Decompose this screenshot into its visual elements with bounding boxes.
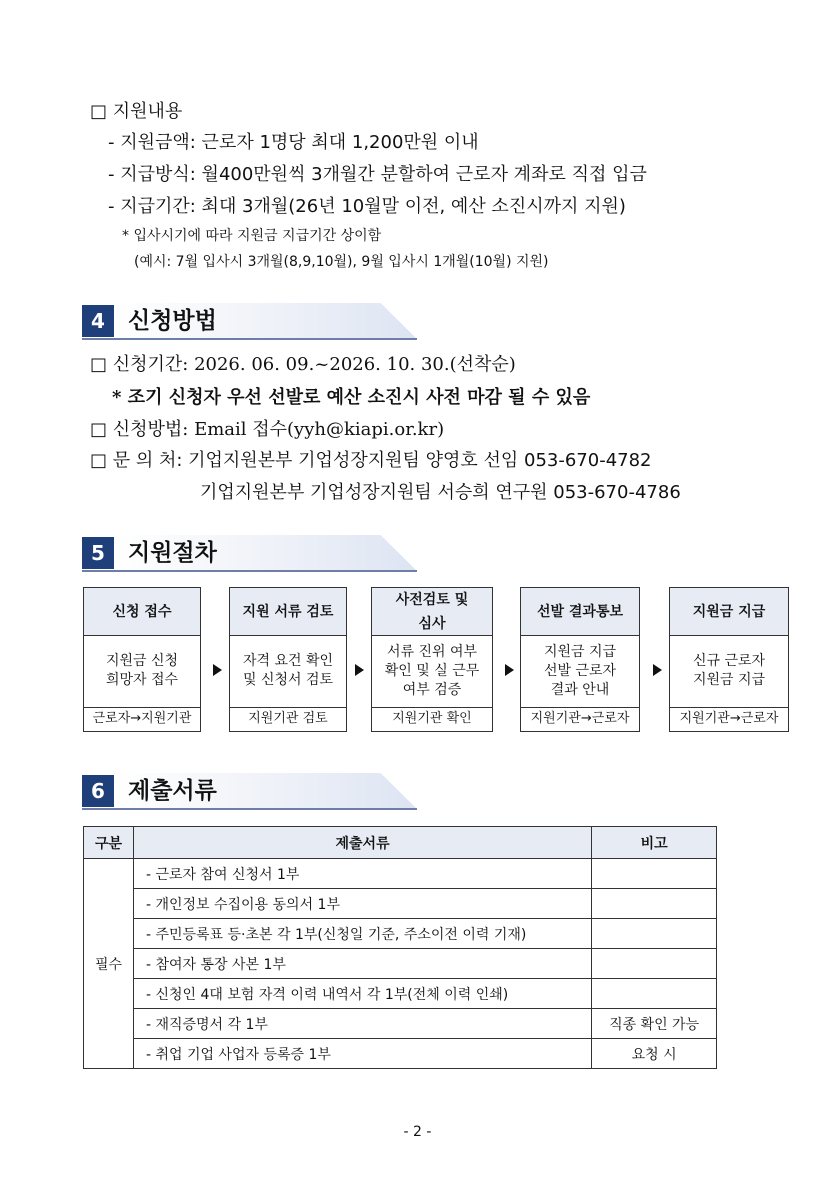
contact-line-2: 기업지원본부 기업성장지원팀 서승희 연구원 053-670-4786 [200, 482, 681, 503]
process-step-4-desc-line: 지원금 지급 [543, 643, 617, 660]
process-step-4-desc-line: 선발 근로자 [543, 662, 617, 679]
section-4-title: 신청방법 [128, 308, 217, 334]
support-item-method: - 지급방식: 월400만원씩 3개월간 분할하여 근로자 계좌로 직접 입금 [108, 164, 647, 185]
process-step-1-desc-line: 희망자 접수 [105, 672, 179, 688]
process-step-3-title-line: 사전검토 및 [395, 591, 469, 608]
documents-table [83, 826, 717, 1069]
process-step-5-desc-line: 신규 근로자 [692, 653, 766, 669]
section-5-title: 지원절차 [128, 540, 217, 566]
document-note [592, 859, 717, 889]
document-item: - 취업 기업 사업자 등록증 1부 [133, 1039, 591, 1069]
section-6-title: 제출서류 [128, 778, 217, 804]
process-step-3-title-line: 심사 [418, 615, 446, 632]
table-row [84, 889, 717, 919]
process-step-5-title: 지원금 지급 [670, 588, 788, 636]
process-arrow-icon [213, 664, 222, 676]
support-item-amount: - 지원금액: 근로자 1명당 최대 1,200만원 이내 [108, 132, 479, 153]
document-note: 요청 시 [592, 1039, 717, 1069]
table-row [84, 859, 717, 889]
page-number: - 2 - [403, 1124, 432, 1140]
section-4-number: 4 [82, 305, 114, 337]
table-row [84, 949, 717, 979]
support-note-2: (예시: 7월 입사시 3개월(8,9,10월), 9월 입사시 1개월(10월) 지원) [134, 254, 549, 270]
process-step-5-desc-line: 지원금 지급 [692, 672, 766, 688]
process-step-4-desc-line: 결과 안내 [550, 681, 610, 698]
section-4-header [82, 303, 417, 339]
contact-line-1: □ 문 의 처: 기업지원본부 기업성장지원팀 양영호 선임 053-670-4782 [90, 450, 652, 471]
document-note [592, 889, 717, 919]
process-step-2-footer: 지원기관 검토 [248, 711, 328, 726]
support-note-1: * 입사시기에 따라 지원금 지급기간 상이함 [122, 228, 382, 244]
process-step-3-footer: 지원기관 확인 [392, 711, 472, 726]
process-step-2-desc-line: 및 신청서 검토 [242, 672, 334, 688]
table-header-documents: 제출서류 [133, 827, 591, 859]
process-step-3-desc-line: 여부 검증 [402, 681, 462, 698]
process-arrow-icon [355, 664, 364, 676]
process-step-3-title [372, 588, 492, 636]
process-step-4-desc [521, 635, 639, 708]
document-item: - 신청인 4대 보험 자격 이력 내역서 각 1부(전체 이력 인쇄) [133, 979, 591, 1009]
table-header-category: 구분 [84, 827, 134, 859]
support-heading: □ 지원내용 [90, 101, 183, 122]
section-5-header [82, 535, 417, 571]
document-item: - 개인정보 수집이용 동의서 1부 [133, 889, 591, 919]
process-step-3-desc [372, 635, 492, 708]
document-note [592, 919, 717, 949]
category-cell: 필수 [84, 859, 134, 1069]
process-arrow-icon [505, 664, 514, 676]
process-step-3-desc-line: 확인 및 실 근무 [384, 662, 480, 679]
process-step-4 [520, 587, 640, 732]
process-step-5 [669, 587, 789, 732]
apply-period [90, 350, 516, 376]
process-step-5-desc [670, 635, 788, 708]
document-item: - 재직증명서 각 1부 [133, 1009, 591, 1039]
process-step-1-title: 신청 접수 [84, 588, 200, 636]
section-6-header [82, 773, 417, 809]
process-step-2-desc-line: 자격 요건 확인 [242, 653, 334, 669]
process-step-1 [83, 587, 201, 732]
document-item: - 주민등록표 등·초본 각 1부(신청일 기준, 주소이전 이력 기재) [133, 919, 591, 949]
support-item-period: - 지급기간: 최대 3개월(26년 10월말 이전, 예산 소진시까지 지원) [108, 196, 626, 217]
process-step-2-title: 지원 서류 검토 [230, 588, 346, 636]
document-note [592, 949, 717, 979]
table-row [84, 979, 717, 1009]
section-6-number: 6 [82, 775, 114, 807]
document-item: - 근로자 참여 신청서 1부 [133, 859, 591, 889]
table-row [84, 1039, 717, 1069]
early-close-note: * 조기 신청자 우선 선발로 예산 소진시 사전 마감 될 수 있음 [112, 387, 591, 408]
process-step-4-footer: 지원기관→근로자 [530, 711, 630, 726]
apply-period-text: □ 신청기간: 2026. 06. 09.~2026. 10. 30.(선착순) [90, 354, 516, 375]
process-arrow-icon [653, 664, 662, 676]
document-note [592, 979, 717, 1009]
process-step-4-title: 선발 결과통보 [521, 588, 639, 636]
process-step-1-footer: 근로자→지원기관 [92, 711, 192, 726]
table-header-row [84, 827, 717, 859]
table-row [84, 1009, 717, 1039]
table-header-remarks: 비고 [592, 827, 717, 859]
document-note: 직종 확인 가능 [592, 1009, 717, 1039]
process-step-3 [371, 587, 493, 732]
section-5-number: 5 [82, 537, 114, 569]
document-item: - 참여자 통장 사본 1부 [133, 949, 591, 979]
process-step-1-desc [84, 635, 200, 708]
process-step-3-desc-line: 서류 진위 여부 [386, 643, 478, 660]
process-step-1-desc-line: 지원금 신청 [105, 653, 179, 669]
process-step-2 [229, 587, 347, 732]
apply-method: □ 신청방법: Email 접수(yyh@kiapi.or.kr) [90, 419, 445, 440]
table-row [84, 919, 717, 949]
process-step-2-desc [230, 635, 346, 708]
process-step-5-footer: 지원기관→근로자 [679, 711, 779, 726]
